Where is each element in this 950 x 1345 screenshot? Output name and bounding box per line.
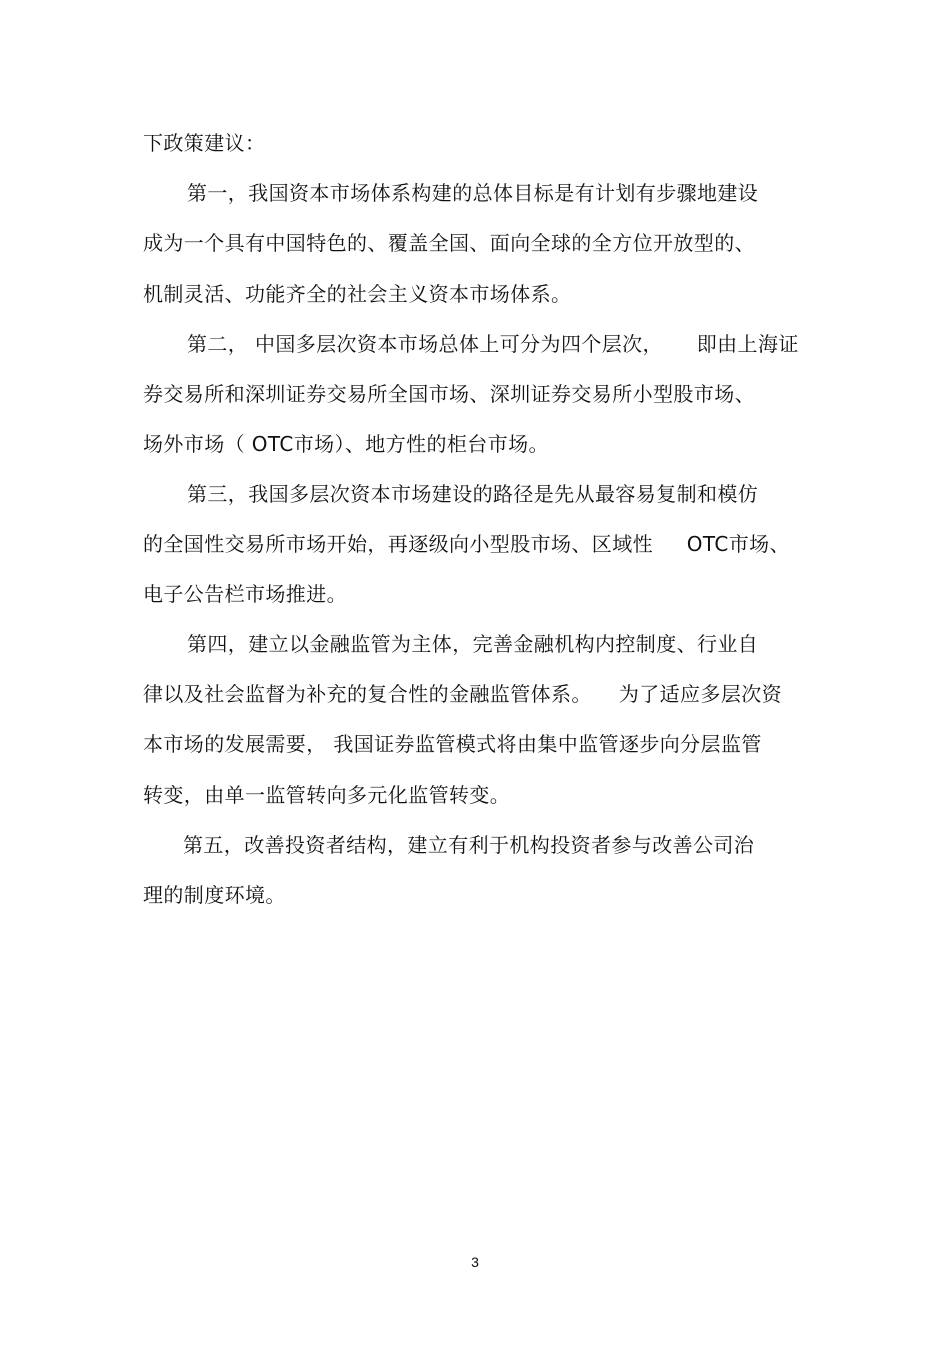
text-line: 本市场的发展需要， 我国证券监管模式将由集中监管逐步向分层监管 (143, 732, 762, 756)
text-line: 理的制度环境。 (143, 883, 286, 907)
page-number: 3 (471, 1254, 479, 1270)
text-line: 下政策建议： (143, 131, 266, 155)
text-line: 电子公告栏市场推进。 (143, 582, 347, 606)
text-line: 成为一个具有中国特色的、覆盖全国、面向全球的全方位开放型的、 (143, 231, 755, 255)
text-line: 第一，我国资本市场体系构建的总体目标是有计划有步骤地建设 (187, 181, 759, 205)
text-line: 律以及社会监督为补充的复合性的金融监管体系。 为了适应多层次资 (143, 682, 783, 706)
text-line: 第三，我国多层次资本市场建设的路径是先从最容易复制和模仿 (187, 482, 759, 506)
text-line: 转变，由单一监管转向多元化监管转变。 (143, 783, 511, 807)
text-line: 场外市场（ OTC市场）、地方性的柜台市场。 (143, 432, 549, 456)
text-line: 第二， 中国多层次资本市场总体上可分为四个层次， 即由上海证 (187, 332, 799, 356)
text-line: 券交易所和深圳证券交易所全国市场、深圳证券交易所小型股市场、 (143, 382, 755, 406)
text-line: 的全国性交易所市场开始，再逐级向小型股市场、区域性 OTC市场、 (143, 532, 790, 556)
text-line: 第五，改善投资者结构，建立有利于机构投资者参与改善公司治 (183, 833, 755, 857)
text-line: 机制灵活、功能齐全的社会主义资本市场体系。 (143, 282, 572, 306)
text-line: 第四，建立以金融监管为主体，完善金融机构内控制度、行业自 (187, 632, 759, 656)
